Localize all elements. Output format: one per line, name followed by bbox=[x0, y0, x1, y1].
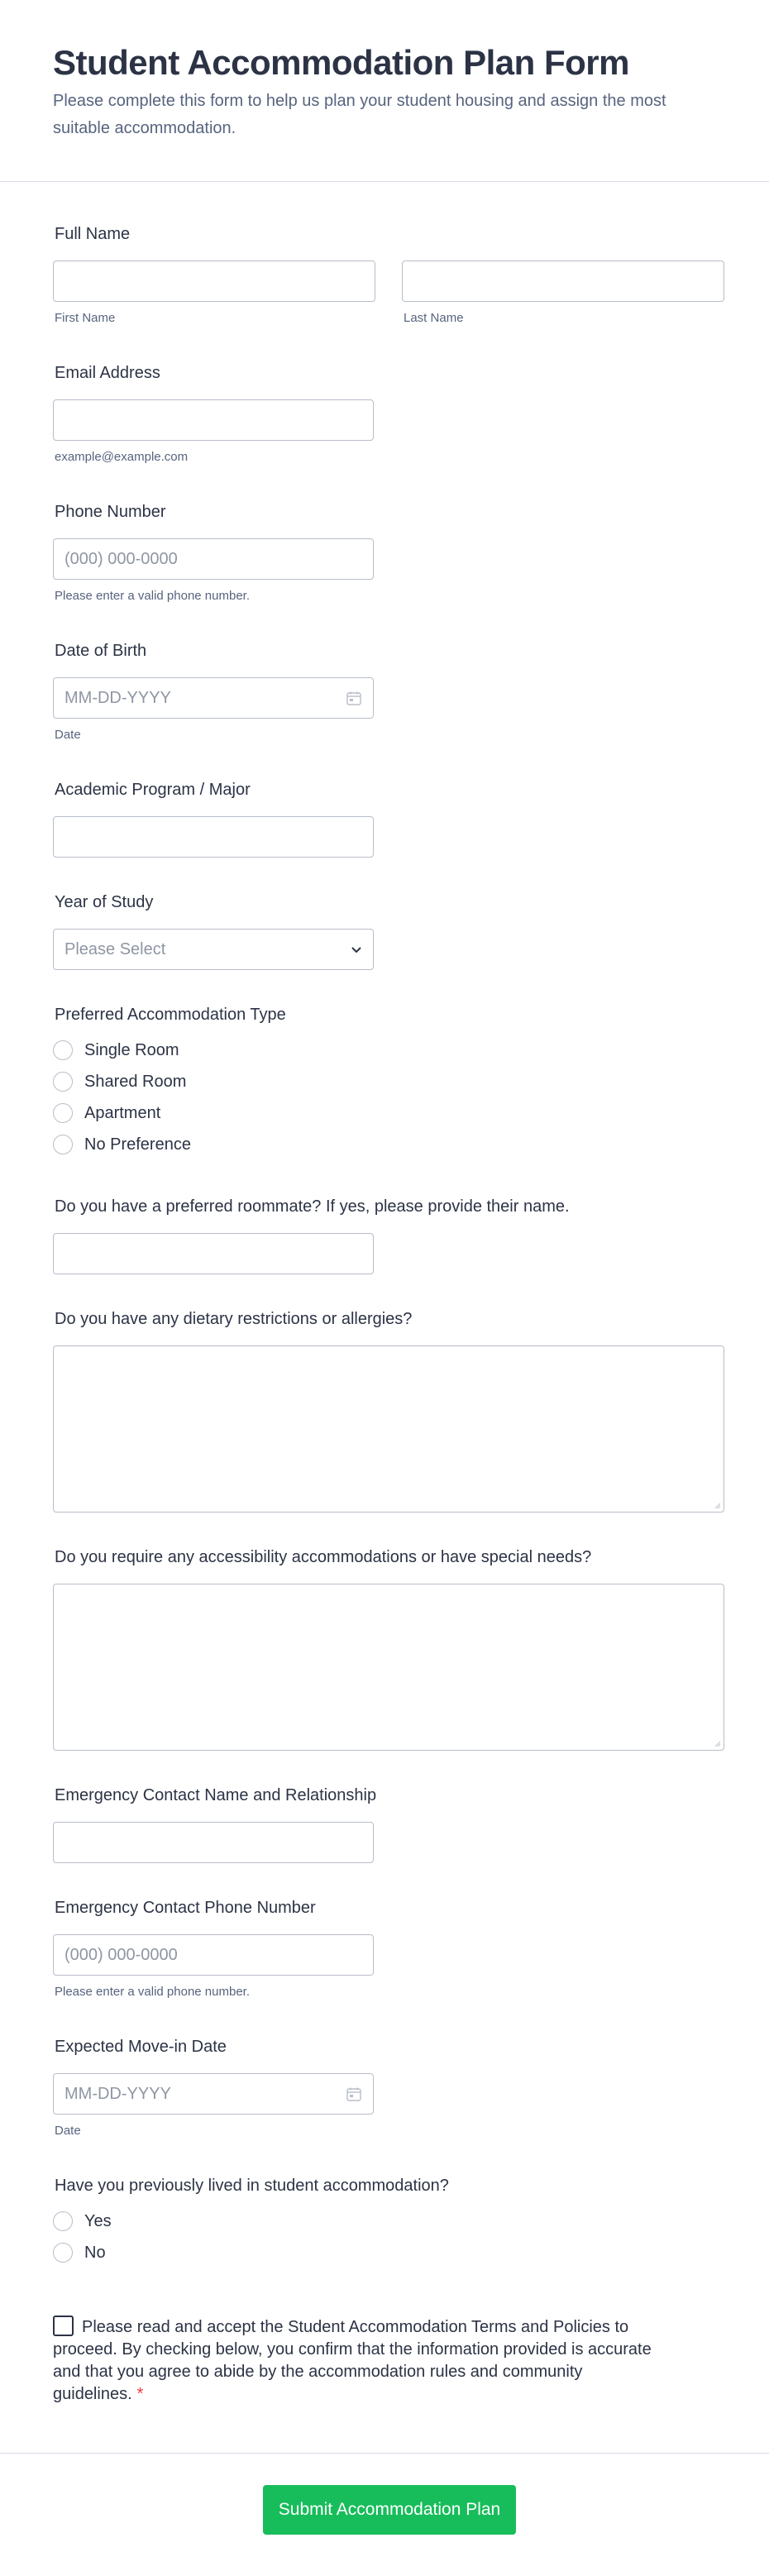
dob-label: Date of Birth bbox=[55, 642, 147, 660]
dietary-label: Do you have any dietary restrictions or allergies? bbox=[55, 1310, 413, 1328]
email-input[interactable] bbox=[53, 399, 374, 441]
year-selected-value: Please Select bbox=[64, 940, 166, 958]
roommate-input[interactable] bbox=[53, 1233, 374, 1274]
terms-field bbox=[53, 2316, 657, 2406]
full-name-field bbox=[53, 223, 724, 327]
submit-button[interactable]: Submit Accommodation Plan bbox=[263, 2485, 516, 2535]
terms-text: Please read and accept the Student Accommodation Terms and Policies to proceed. By checking below, you confirm that the information provided is accurate and that you agree to abide by the accommodation rules and community guidelines. bbox=[53, 2318, 652, 2403]
emergency-phone-field bbox=[53, 1897, 374, 2000]
accessibility-textarea[interactable] bbox=[53, 1584, 724, 1751]
radio-button[interactable] bbox=[53, 2243, 73, 2263]
radio-label: No bbox=[84, 2243, 106, 2262]
accommodation-type-label: Preferred Accommodation Type bbox=[55, 1006, 286, 1024]
first-name-sublabel: First Name bbox=[55, 311, 116, 325]
last-name-input[interactable] bbox=[402, 260, 724, 302]
roommate-field bbox=[53, 1196, 570, 1274]
resize-handle-icon[interactable] bbox=[714, 1741, 721, 1747]
resize-handle-icon[interactable] bbox=[714, 1503, 721, 1509]
roommate-label: Do you have a preferred roommate? If yes, please provide their name. bbox=[55, 1197, 570, 1216]
program-field bbox=[53, 779, 374, 858]
emergency-name-input[interactable] bbox=[53, 1822, 374, 1863]
radio-label: Apartment bbox=[84, 1103, 161, 1122]
radio-button[interactable] bbox=[53, 1135, 73, 1154]
email-field bbox=[53, 362, 374, 466]
move-in-placeholder: MM-DD-YYYY bbox=[64, 2085, 171, 2103]
program-label: Academic Program / Major bbox=[55, 781, 251, 799]
emergency-phone-label: Emergency Contact Phone Number bbox=[55, 1899, 316, 1917]
year-select[interactable] bbox=[53, 929, 374, 970]
dob-placeholder: MM-DD-YYYY bbox=[64, 689, 171, 707]
emergency-name-label: Emergency Contact Name and Relationship bbox=[55, 1786, 377, 1804]
radio-option-yes[interactable] bbox=[53, 2206, 449, 2237]
radio-option-no[interactable] bbox=[53, 2237, 449, 2268]
footer-divider bbox=[0, 2453, 769, 2454]
emergency-phone-sublabel: Please enter a valid phone number. bbox=[55, 1985, 250, 1999]
accessibility-label: Do you require any accessibility accommodations or have special needs? bbox=[55, 1548, 592, 1566]
form-description: Please complete this form to help us plan your student housing and assign the most suitable accommodation. bbox=[53, 92, 666, 137]
radio-button[interactable] bbox=[53, 2211, 73, 2231]
radio-button[interactable] bbox=[53, 1040, 73, 1060]
dietary-textarea[interactable] bbox=[53, 1345, 724, 1513]
dob-field bbox=[53, 640, 374, 743]
terms-text-block bbox=[53, 2316, 657, 2406]
radio-option-shared-room[interactable] bbox=[53, 1066, 286, 1097]
radio-option-no-preference[interactable] bbox=[53, 1129, 286, 1160]
required-asterisk: * bbox=[136, 2385, 144, 2403]
accessibility-field bbox=[53, 1546, 724, 1751]
dob-input[interactable] bbox=[53, 677, 374, 719]
year-label: Year of Study bbox=[55, 893, 154, 911]
radio-button[interactable] bbox=[53, 1072, 73, 1092]
move-in-field bbox=[53, 2036, 374, 2139]
radio-option-apartment[interactable] bbox=[53, 1097, 286, 1129]
radio-label: No Preference bbox=[84, 1135, 191, 1154]
radio-option-single-room[interactable] bbox=[53, 1035, 286, 1066]
move-in-sublabel: Date bbox=[55, 2124, 81, 2138]
terms-checkbox[interactable] bbox=[53, 2316, 74, 2336]
emergency-name-field bbox=[53, 1785, 376, 1863]
emergency-phone-input[interactable]: (000) 000-0000 bbox=[53, 1934, 374, 1976]
form-header bbox=[0, 0, 769, 182]
move-in-label: Expected Move-in Date bbox=[55, 2038, 227, 2056]
first-name-input[interactable] bbox=[53, 260, 375, 302]
phone-input[interactable]: (000) 000-0000 bbox=[53, 538, 374, 580]
year-field bbox=[53, 891, 374, 970]
chevron-down-icon bbox=[350, 944, 363, 957]
email-label: Email Address bbox=[55, 364, 160, 382]
radio-button[interactable] bbox=[53, 1103, 73, 1123]
last-name-sublabel: Last Name bbox=[404, 311, 464, 325]
move-in-input[interactable] bbox=[53, 2073, 374, 2115]
previous-accommodation-label: Have you previously lived in student accommodation? bbox=[55, 2177, 449, 2195]
radio-label: Shared Room bbox=[84, 1072, 187, 1091]
phone-label: Phone Number bbox=[55, 503, 166, 521]
full-name-label: Full Name bbox=[55, 225, 131, 243]
phone-field bbox=[53, 501, 374, 605]
calendar-icon[interactable] bbox=[346, 691, 361, 705]
dietary-field bbox=[53, 1308, 724, 1513]
email-sublabel: example@example.com bbox=[55, 450, 189, 464]
dob-sublabel: Date bbox=[55, 728, 81, 742]
radio-label: Yes bbox=[84, 2211, 112, 2230]
program-input[interactable] bbox=[53, 816, 374, 858]
calendar-icon[interactable] bbox=[346, 2087, 361, 2101]
radio-label: Single Room bbox=[84, 1040, 179, 1059]
previous-accommodation-field bbox=[53, 2175, 449, 2268]
phone-sublabel: Please enter a valid phone number. bbox=[55, 589, 250, 603]
form-title: Student Accommodation Plan Form bbox=[53, 43, 629, 82]
accommodation-type-field bbox=[53, 1004, 286, 1160]
